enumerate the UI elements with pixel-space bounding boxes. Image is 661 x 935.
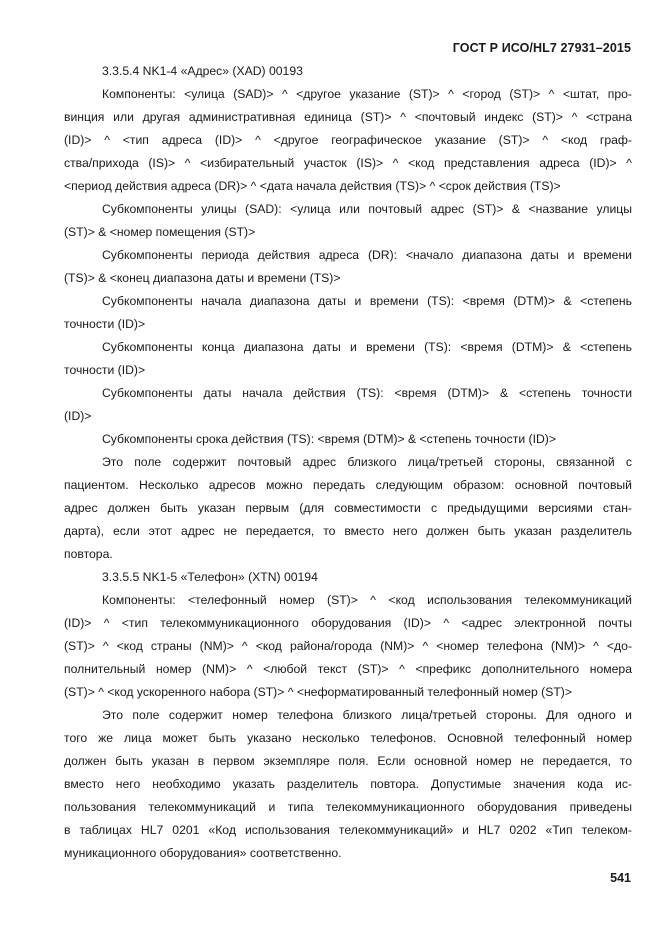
text-line: Компоненты: <телефонный номер (ST)> ^ <код использования телекоммуникаций	[102, 593, 632, 607]
text-line: точности (ID)>	[64, 317, 146, 331]
text-line: винция или другая административная единица (ST)> ^ <почтовый индекс (ST)> ^ <страна	[64, 110, 632, 124]
text-line: того же лица может быть указано несколько телефонов. Основной телефонный номер	[64, 731, 632, 745]
text-line: должен быть указан в первом экземпляре поля. Если основной номер не передается, то	[64, 754, 632, 768]
text-line: Субкомпоненты срока действия (TS): <время (DTM)> & <степень точности (ID)>	[102, 432, 556, 446]
text-line: Субкомпоненты улицы (SAD): <улица или почтовый адрес (ST)> & <название улицы	[102, 202, 632, 216]
text-line: повтора.	[64, 547, 113, 561]
text-line: 3.3.5.4 NK1-4 «Адрес» (XAD) 00193	[102, 64, 303, 78]
text-line: (ID)>	[64, 409, 92, 423]
text-line: (TS)> & <конец диапазона даты и времени (TS)>	[64, 271, 341, 285]
text-line: <период действия адреса (DR)> ^ <дата начала действия (TS)> ^ <срок действия (TS)>	[64, 179, 561, 193]
text-line: в таблицах HL7 0201 «Код использования телекоммуникаций» и HL7 0202 «Тип телеком-	[64, 823, 632, 837]
text-line: Субкомпоненты начала диапазона даты и времени (TS): <время (DTM)> & <степень	[102, 294, 632, 308]
text-line: Это поле содержит номер телефона близкого лица/третьей стороны. Для одного и	[102, 708, 632, 722]
text-line: дарта), если этот адрес не передается, то вместо него должен быть указан разделитель	[64, 524, 632, 538]
text-line: полнительный номер (NM)> ^ <любой текст (ST)> ^ <префикс дополнительного номера	[64, 662, 632, 676]
text-line: Субкомпоненты конца диапазона даты и времени (TS): <время (DTM)> & <степень	[102, 340, 632, 354]
text-line: ства/прихода (IS)> ^ <избирательный участок (IS)> ^ <код представления адреса (ID)> ^	[64, 156, 632, 170]
text-line: Это поле содержит почтовый адрес близкого лица/третьей стороны, связанной с	[102, 455, 632, 469]
document-header: ГОСТ Р ИСО/HL7 27931–2015	[452, 41, 631, 55]
text-line: пользования телекоммуникаций и типа телекоммуникационного оборудования приведены	[64, 800, 632, 814]
text-line: (ST)> & <номер помещения (ST)>	[64, 225, 256, 239]
text-line: (ID)> ^ <тип адреса (ID)> ^ <другое географическое указание (ST)> ^ <код граф-	[64, 133, 632, 147]
text-line: пациентом. Несколько адресов можно передать следующим образом: основной почтовый	[64, 478, 632, 492]
text-line: (ST)> ^ <код страны (NM)> ^ <код района/города (NM)> ^ <номер телефона (NM)> ^ <до-	[64, 639, 632, 653]
text-line: Компоненты: <улица (SAD)> ^ <другое указание (ST)> ^ <город (ST)> ^ <штат, про-	[102, 87, 632, 101]
text-line: 3.3.5.5 NK1-5 «Телефон» (XTN) 00194	[102, 570, 318, 584]
text-line: муникационного оборудования» соответственно.	[64, 846, 342, 860]
text-line: вместо него необходимо указать разделитель повтора. Допустимые значения кода ис-	[64, 777, 632, 791]
text-line: Субкомпоненты периода действия адреса (DR): <начало диапазона даты и времени	[102, 248, 632, 262]
text-line: (ST)> ^ <код ускоренного набора (ST)> ^ <неформатированный телефонный номер (ST)>	[64, 685, 572, 699]
text-line: (ID)> ^ <тип телекоммуникационного оборудования (ID)> ^ <адрес электронной почты	[64, 616, 632, 630]
text-line: точности (ID)>	[64, 363, 146, 377]
text-line: адрес должен быть указан первым (для совместимости с предыдущими версиями стан-	[64, 501, 632, 515]
document-body	[64, 64, 632, 869]
page-number: 541	[610, 871, 631, 885]
text-line: Субкомпоненты даты начала действия (TS): <время (DTM)> & <степень точности	[102, 386, 632, 400]
